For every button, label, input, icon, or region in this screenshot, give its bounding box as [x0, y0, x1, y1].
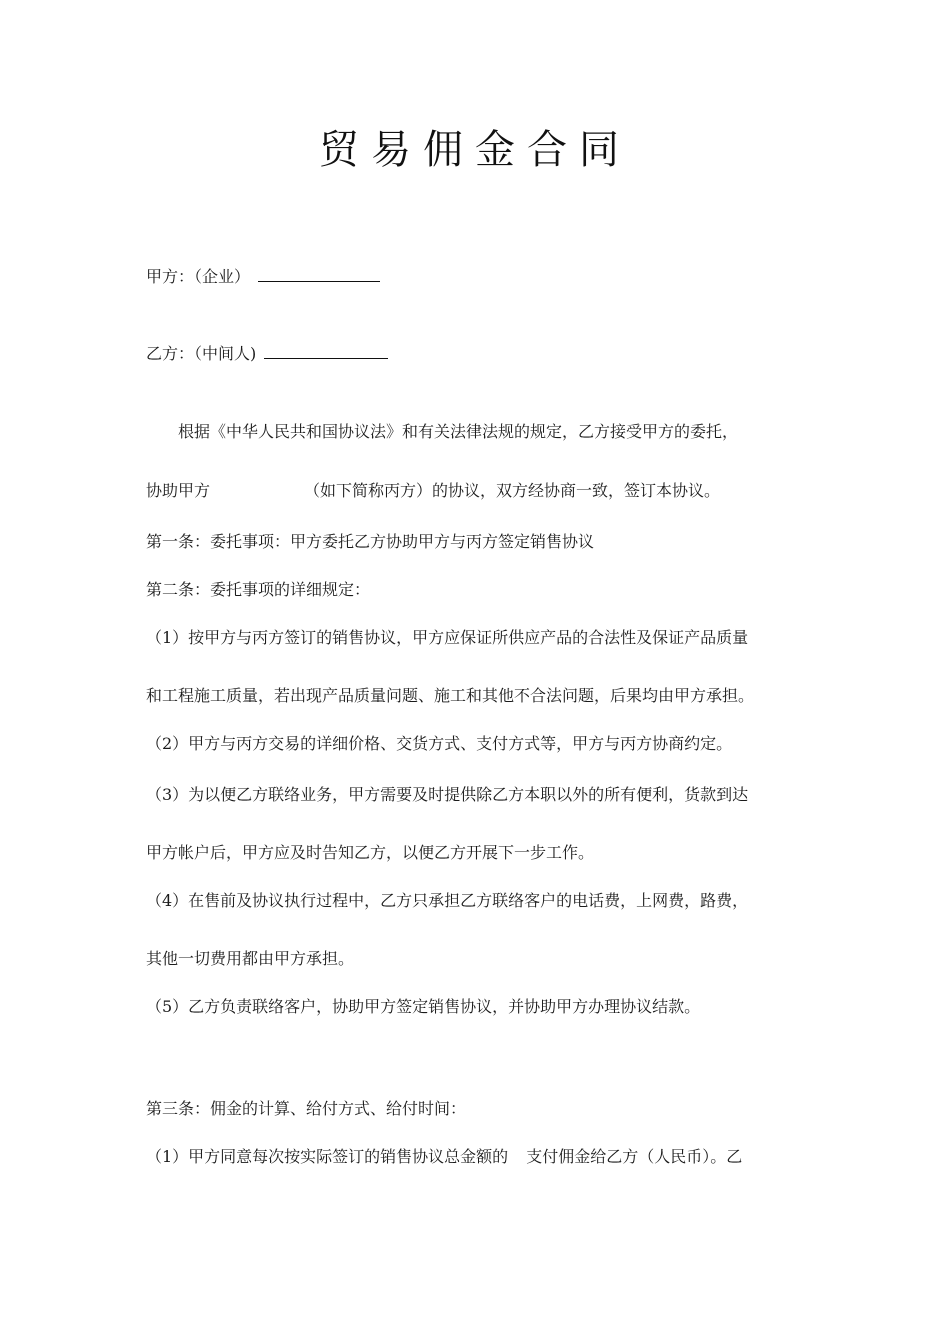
item-2: （2）甲方与丙方交易的详细价格、交货方式、支付方式等，甲方与丙方协商约定。 — [146, 734, 733, 753]
item-1-line-1: （1）按甲方与丙方签订的销售协议，甲方应保证所供应产品的合法性及保证产品质量 — [146, 628, 749, 647]
item-3-line-1: （3）为以便乙方联络业务，甲方需要及时提供除乙方本职以外的所有便利，货款到达 — [146, 785, 749, 804]
party-a-label: 甲方：（企业） — [146, 267, 251, 286]
intro-line-2-end: （如下简称丙方）的协议，双方经协商一致，签订本协议。 — [304, 481, 721, 500]
intro-line-2-start: 协助甲方 — [146, 481, 211, 500]
item-5: （5）乙方负责联络客户，协助甲方签定销售协议，并协助甲方办理协议结款。 — [146, 997, 701, 1016]
item-4-line-1: （4）在售前及协议执行过程中，乙方只承担乙方联络客户的电话费，上网费，路费， — [146, 891, 749, 910]
party-b-blank — [264, 344, 388, 359]
intro-line-1: 根据《中华人民共和国协议法》和有关法律法规的规定，乙方接受甲方的委托， — [178, 422, 739, 441]
item-4-line-2: 其他一切费用都由甲方承担。 — [146, 949, 355, 968]
article-3-item-1-start: （1）甲方同意每次按实际签订的销售协议总金额的 — [146, 1147, 509, 1166]
article-3-item-1-end: 支付佣金给乙方（人民币）。乙 — [526, 1147, 743, 1166]
article-3-item-1 — [146, 1146, 742, 1168]
item-3-line-2: 甲方帐户后，甲方应及时告知乙方，以便乙方开展下一步工作。 — [146, 843, 595, 862]
article-1: 第一条：委托事项：甲方委托乙方协助甲方与丙方签定销售协议 — [146, 532, 595, 551]
item-1-line-2: 和工程施工质量，若出现产品质量问题、施工和其他不合法问题，后果均由甲方承担。 — [146, 686, 755, 705]
document-title: 贸易佣金合同 — [319, 127, 631, 173]
party-b-label: 乙方：（中间人) — [146, 344, 257, 363]
intro-line-2 — [146, 480, 720, 502]
party-a-blank — [258, 267, 380, 282]
party-a-line — [146, 266, 380, 288]
party-b-line — [146, 343, 388, 365]
article-2-heading: 第二条：委托事项的详细规定： — [146, 580, 371, 599]
article-3-heading: 第三条：佣金的计算、给付方式、给付时间： — [146, 1099, 467, 1118]
